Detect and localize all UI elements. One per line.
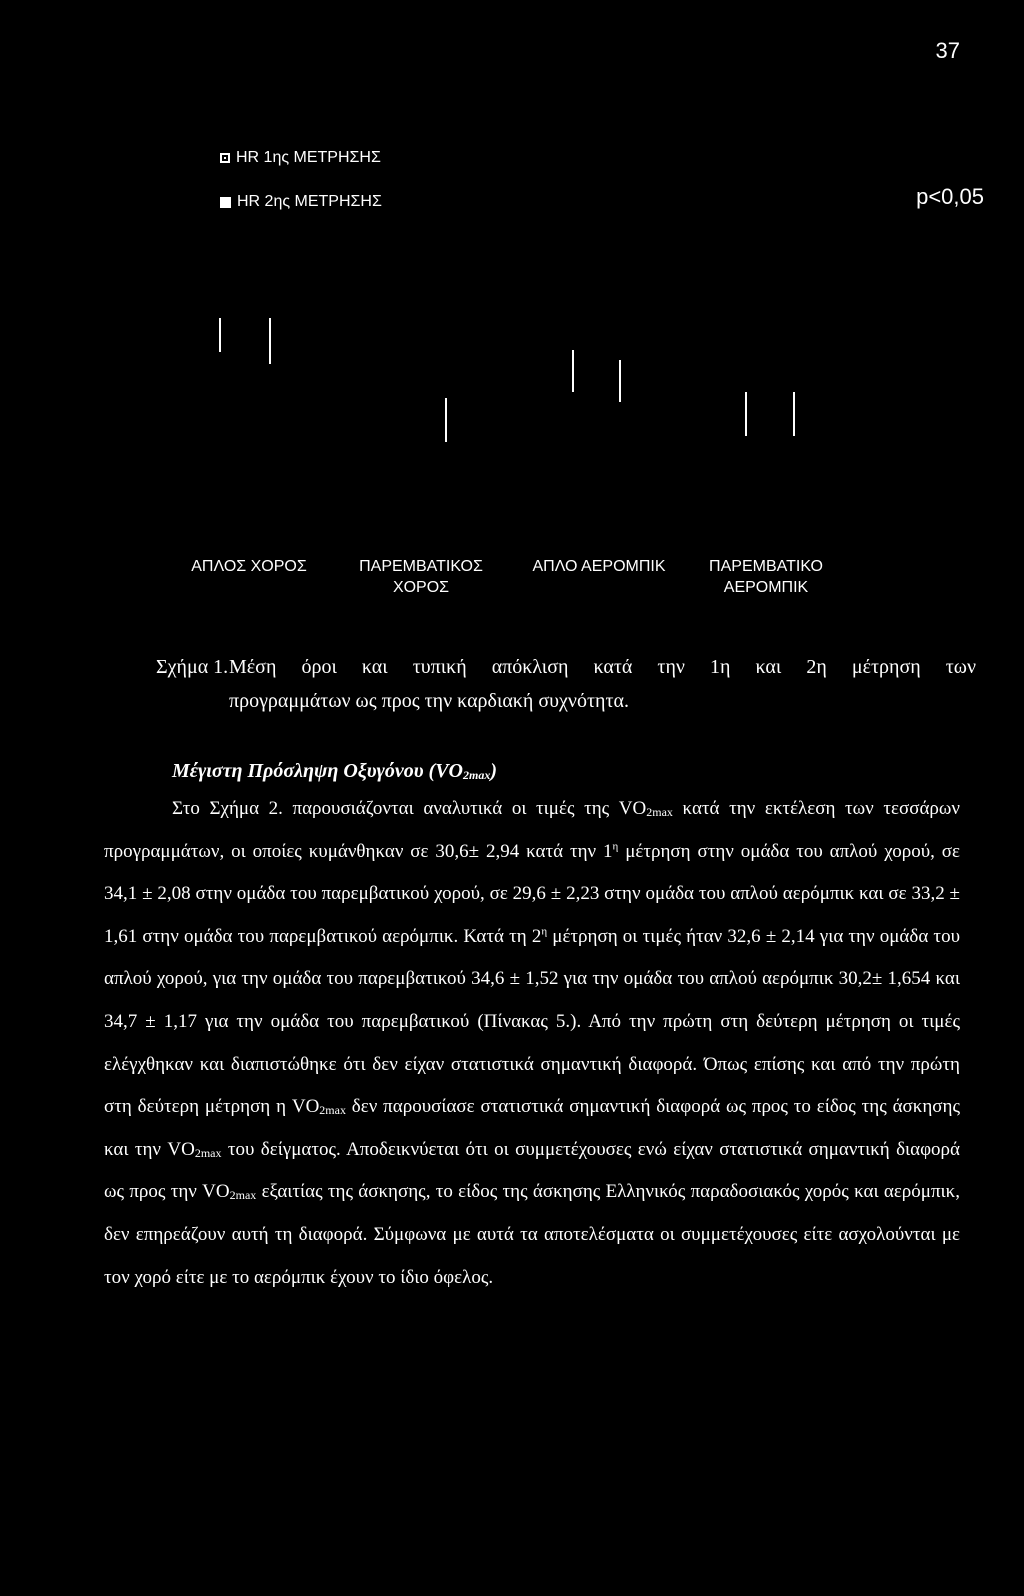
category-label-1 [159,556,339,577]
page-number: 37 [935,38,960,63]
figure-caption [156,650,976,718]
caption-label: Σχήμα 1. [156,656,229,678]
text-segment: μέτρηση στην ομάδα του απλού χορού, σε 34,1 ± 2,08 στην ομάδα του παρεμβατικού χορού, σε 29,6 ± 2,23 στην ομάδα του απλού αερόμπικ και σε 33,2 ± 1,61 στην ομάδα του παρεμβατικού αερόμπικ. Κατά τη 2 [104,840,961,947]
superscript: η [541,925,548,938]
category-label-3 [509,556,689,577]
category-label-3-line1: ΑΠΛΟ ΑΕΡΟΜΠΙΚ [532,558,666,575]
category-label-2 [331,556,511,598]
legend-label-series1: HR 1ης ΜΕΤΡΗΣΗΣ [236,149,381,166]
text-segment: του δείγματος. Αποδεικνύεται ότι οι συμμετέχουσες ενώ είχαν στατιστικά σημαντική διαφορά ως προς την VO [104,1138,960,1203]
heading-main: Μέγιστη Πρόσληψη Οξυγόνου (VO [172,760,463,782]
caption-text-line2: προγραμμάτων ως προς την καρδιακή συχνότητα. [229,690,629,712]
text-segment: δεν παρουσίασε στατιστικά σημαντική διαφορά ως προς το είδος της άσκησης και την VO [104,1096,960,1160]
paragraph [104,788,960,1299]
category-label-4-line2: ΑΕΡΟΜΠΙΚ [723,579,809,596]
text-segment: Στο Σχήμα 2. παρουσιάζονται αναλυτικά οι τιμές της VO [172,798,647,819]
category-label-2-line1: ΠΑΡΕΜΒΑΤΙΚΟΣ [359,558,483,575]
subscript: 2max [319,1103,346,1118]
text-segment: μέτρηση οι τιμές ήταν 32,6 ± 2,14 για την ομάδα του απλού χορού, για την ομάδα του παρεμβατικού 34,6 ± 1,52 για την ομάδα του απλού αερόμπικ 30,2± 1,654 και 34,7 ± 1,17 για την ομάδα του παρεμβατικού (Πίνακας 5.). Από την πρώτη στη δεύτερη μέτρηση οι τιμές ελέγχθηκαν και διαπιστώθηκε ότι δεν είχαν στατιστικά σημαντική διαφορά. Όπως επίσης και από την πρώτη στη δεύτερη μέτρηση η VO [104,925,960,1118]
heading-close: ) [490,760,498,782]
body-paragraph [104,788,960,1299]
subscript: 2max [229,1188,257,1203]
subscript: 2max [646,805,673,819]
p-value-label: p<0,05 [916,184,984,209]
chart-error-bars [0,0,1024,560]
section-heading [172,760,497,783]
caption-text-line1: Μέση όροι και τυπική απόκλιση κατά την 1η και 2η μέτρηση των [229,656,976,678]
text-segment: εξαιτίας της άσκησης, το είδος της άσκησης Ελληνικός παραδοσιακός χορός και αερόμπικ, δεν επηρεάζουν αυτή τη διαφορά. Σύμφωνα με αυτά τα αποτελέσματα οι συμμετέχουσες είτε ασχολούνται με τον χορό είτε με το αερόμπικ έχουν το ίδιο όφελος. [104,1181,960,1288]
subscript: 2max [194,1145,222,1160]
heading-sub: 2max [463,768,491,782]
category-label-2-line2: ΧΟΡΟΣ [392,579,450,596]
category-label-1-line1: ΑΠΛΟΣ ΧΟΡΟΣ [191,558,307,575]
category-label-4 [676,556,856,598]
text-segment: κατά την εκτέλεση των τεσσάρων προγραμμάτων, οι οποίες κυμάνθηκαν σε 30,6± 2,94 κατά την 1 [104,798,960,862]
superscript: η [612,840,619,853]
category-label-4-line1: ΠΑΡΕΜΒΑΤΙΚΟ [709,558,823,575]
legend-label-series2: HR 2ης ΜΕΤΡΗΣΗΣ [237,193,382,210]
